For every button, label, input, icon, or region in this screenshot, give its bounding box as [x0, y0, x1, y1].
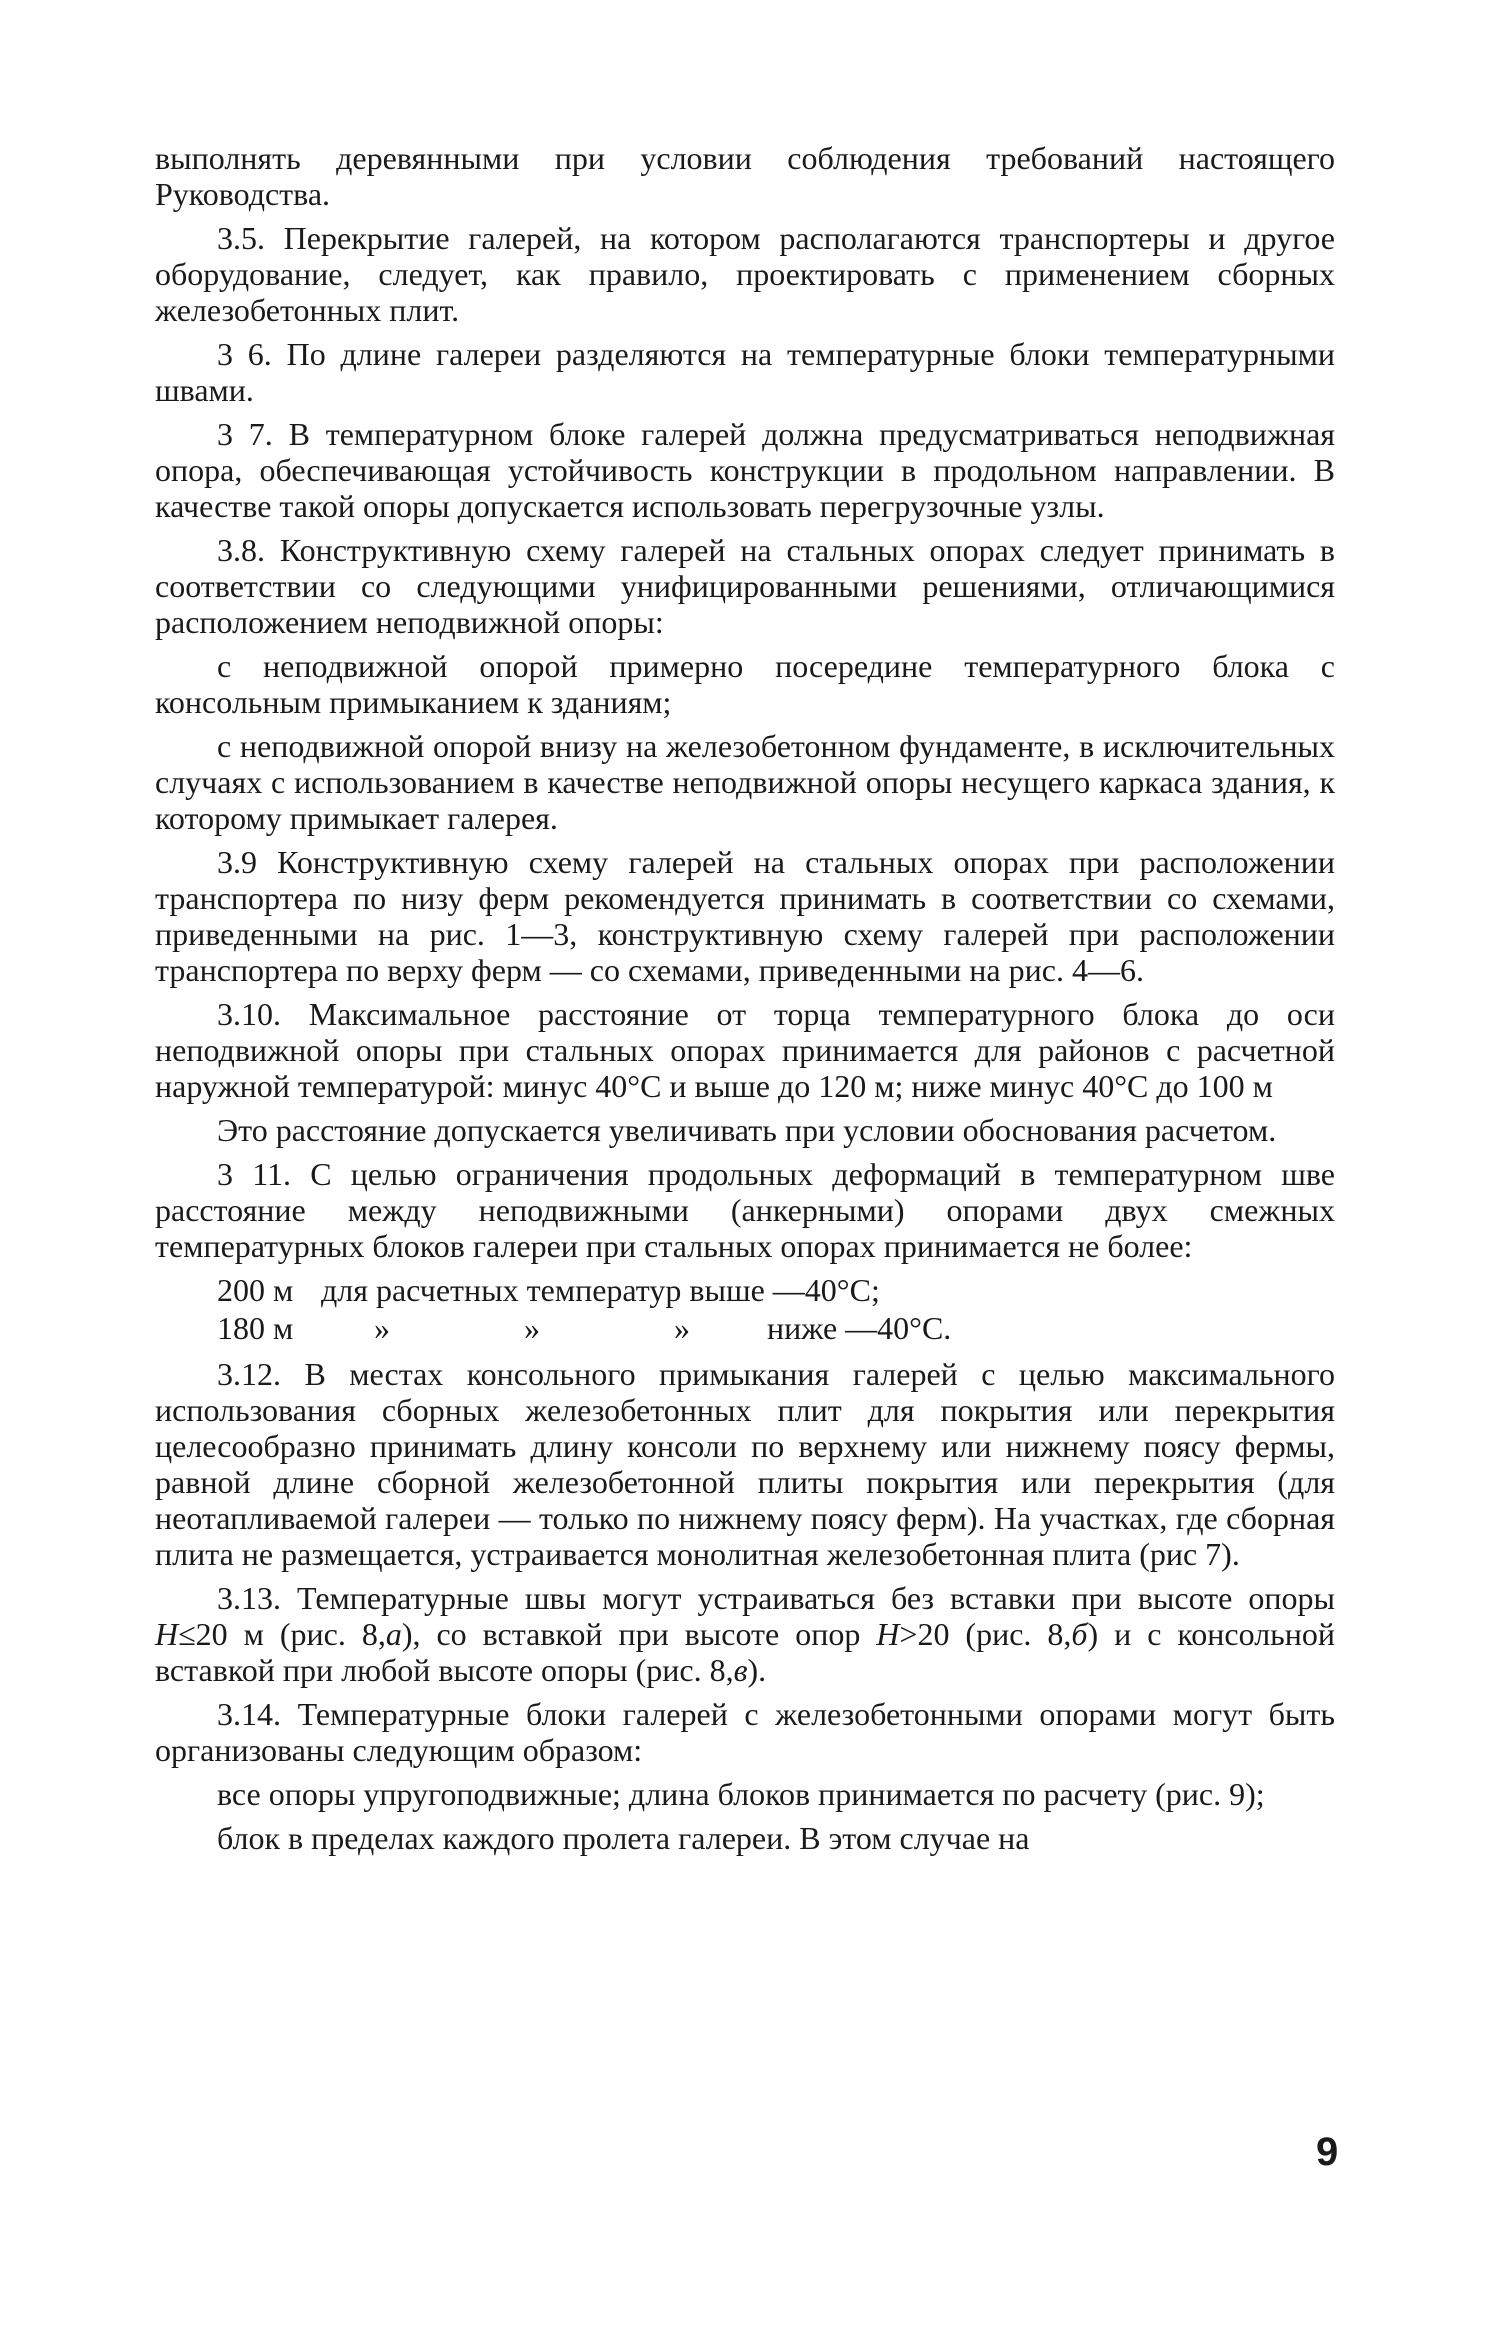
paragraph-3-14: 3.14. Температурные блоки галерей с железобетонными опорами могут быть организованы следующим образом:: [155, 1696, 1335, 1768]
paragraph-3-7: 3 7. В температурном блоке галерей должна предусматриваться неподвижная опора, обеспечивающая устойчивость конструкции в продольном направлении. В качестве такой опоры допускается использовать перегрузочные узлы.: [155, 416, 1335, 524]
ditto-mark: »: [374, 1310, 390, 1346]
paragraph-3-8: 3.8. Конструктивную схему галерей на стальных опорах следует принимать в соответствии со следующими унифицированными решениями, отличающимися расположением неподвижной опоры:: [155, 532, 1335, 640]
paragraph-3-10-note: Это расстояние допускается увеличивать при условии обоснования расчетом.: [217, 1112, 1277, 1148]
ditto-mark: »: [524, 1310, 540, 1346]
paragraph-3-13: 3.13. Температурные швы могут устраиваться без вставки при высоте опоры H≤20 м (рис. 8,а), со вставкой при высоте опор H>20 (рис. 8,б) и с консольной вставкой при любой высоте опоры (рис. 8,в).: [155, 1580, 1335, 1688]
paragraph-3-14-option-b: блок в пределах каждого пролета галереи. В этом случае на: [217, 1820, 1030, 1856]
paragraph-3-8-option-a: с неподвижной опорой примерно посередине температурного блока с консольным примыканием к зданиям;: [155, 648, 1335, 720]
paragraph-3-5: 3.5. Перекрытие галерей, на котором располагаются транспортеры и другое оборудование, следует, как правило, проектировать с применением сборных железобетонных плит.: [155, 220, 1335, 328]
paragraph-3-12: 3.12. В местах консольного примыкания галерей с целью максимального использования сборных железобетонных плит для покрытия или перекрытия целесообразно принимать длину консоли по верхнему или нижнему поясу фермы, равной длине сборной железобетонной плиты покрытия или перекрытия (для неотапливаемой галереи — только по нижнему поясу ферм). На участках, где сборная плита не размещается, устраивается монолитная железобетонная плита (рис 7).: [155, 1356, 1335, 1572]
paragraph-3-10: 3.10. Максимальное расстояние от торца температурного блока до оси неподвижной опоры при стальных опорах принимается для районов с расчетной наружной температурой: минус 40°С и выше до 120 м; ниже минус 40°С до 100 м: [155, 996, 1335, 1104]
paragraph-continuation: выполнять деревянными при условии соблюдения требований настоящего Руководства.: [155, 140, 1335, 212]
spacing-row-1: [155, 1272, 1335, 1308]
paragraph-3-14-option-a: все опоры упругоподвижные; длина блоков принимается по расчету (рис. 9);: [217, 1776, 1265, 1812]
paragraph-3-9: 3.9 Конструктивную схему галерей на стальных опорах при расположении транспортера по низу ферм рекомендуется принимать в соответствии со схемами, приведенными на рис. 1—3, конструктивную схему галерей при расположении транспортера по верху ферм — со схемами, приведенными на рис. 4—6.: [155, 844, 1335, 988]
document-page: [155, 140, 1335, 1864]
page-number: 9: [1316, 2130, 1339, 2174]
spacing-text: для расчетных температур выше —40°С;: [321, 1272, 880, 1308]
paragraph-3-6: 3 6. По длине галереи разделяются на температурные блоки температурными швами.: [155, 336, 1335, 408]
spacing-value: 200 м: [217, 1272, 294, 1308]
spacing-text: ниже —40°С.: [767, 1310, 952, 1346]
spacing-row-2: [155, 1310, 1335, 1346]
paragraph-3-11: 3 11. С целью ограничения продольных деформаций в температурном шве расстояние между неподвижными (анкерными) опорами двух смежных температурных блоков галереи при стальных опорах принимается не более:: [155, 1156, 1335, 1264]
ditto-mark: »: [674, 1310, 690, 1346]
paragraph-3-8-option-b: с неподвижной опорой внизу на железобетонном фундаменте, в исключительных случаях с использованием в качестве неподвижной опоры несущего каркаса здания, к которому примыкает галерея.: [155, 728, 1335, 836]
spacing-value: 180 м: [217, 1310, 294, 1346]
